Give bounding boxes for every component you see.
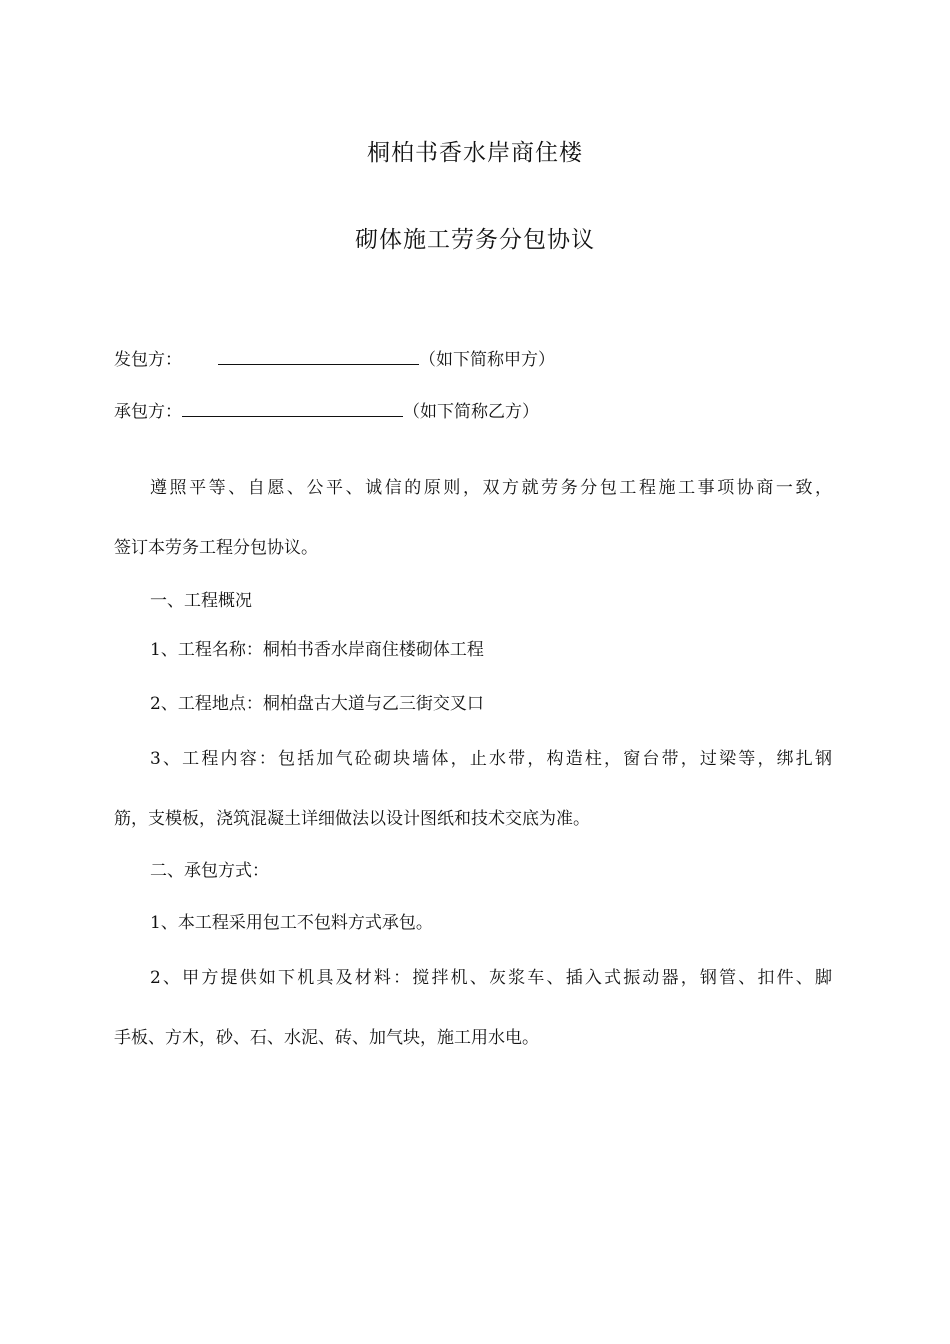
document-title-project: 桐柏书香水岸商住楼 — [367, 140, 583, 166]
section2-item2-line1: 2、甲方提供如下机具及材料：搅拌机、灰浆车、插入式振动器，钢管、扣件、脚 — [150, 968, 832, 988]
contractor-label: 承包方： — [114, 402, 182, 422]
section1-heading: 一、工程概况 — [150, 591, 252, 611]
intro-paragraph-line1: 遵照平等、自愿、公平、诚信的原则，双方就劳务分包工程施工事项协商一致， — [150, 478, 832, 498]
intro-paragraph-line2: 签订本劳务工程分包协议。 — [114, 538, 318, 558]
employer-line — [114, 346, 555, 372]
document-title-agreement: 砌体施工劳务分包协议 — [355, 227, 595, 253]
section1-item3-line1: 3、工程内容：包括加气砼砌块墙体，止水带，构造柱，窗台带，过梁等，绑扎钢 — [150, 749, 832, 769]
section1-item3-line2: 筋，支模板，浇筑混凝土详细做法以设计图纸和技术交底为准。 — [114, 809, 590, 829]
contractor-line — [114, 398, 539, 424]
section1-item1: 1、工程名称：桐柏书香水岸商住楼砌体工程 — [150, 640, 484, 660]
employer-note: （如下简称甲方） — [419, 350, 555, 370]
employer-label: 发包方： — [114, 350, 182, 370]
contractor-name-blank[interactable] — [182, 398, 403, 417]
section2-heading: 二、承包方式： — [150, 861, 269, 881]
section2-item1: 1、本工程采用包工不包料方式承包。 — [150, 913, 433, 933]
section2-item2-line2: 手板、方木，砂、石、水泥、砖、加气块，施工用水电。 — [114, 1028, 539, 1048]
section1-item2: 2、工程地点：桐柏盘古大道与乙三街交叉口 — [150, 694, 484, 714]
contractor-note: （如下简称乙方） — [403, 402, 539, 422]
employer-name-blank[interactable] — [218, 346, 419, 365]
